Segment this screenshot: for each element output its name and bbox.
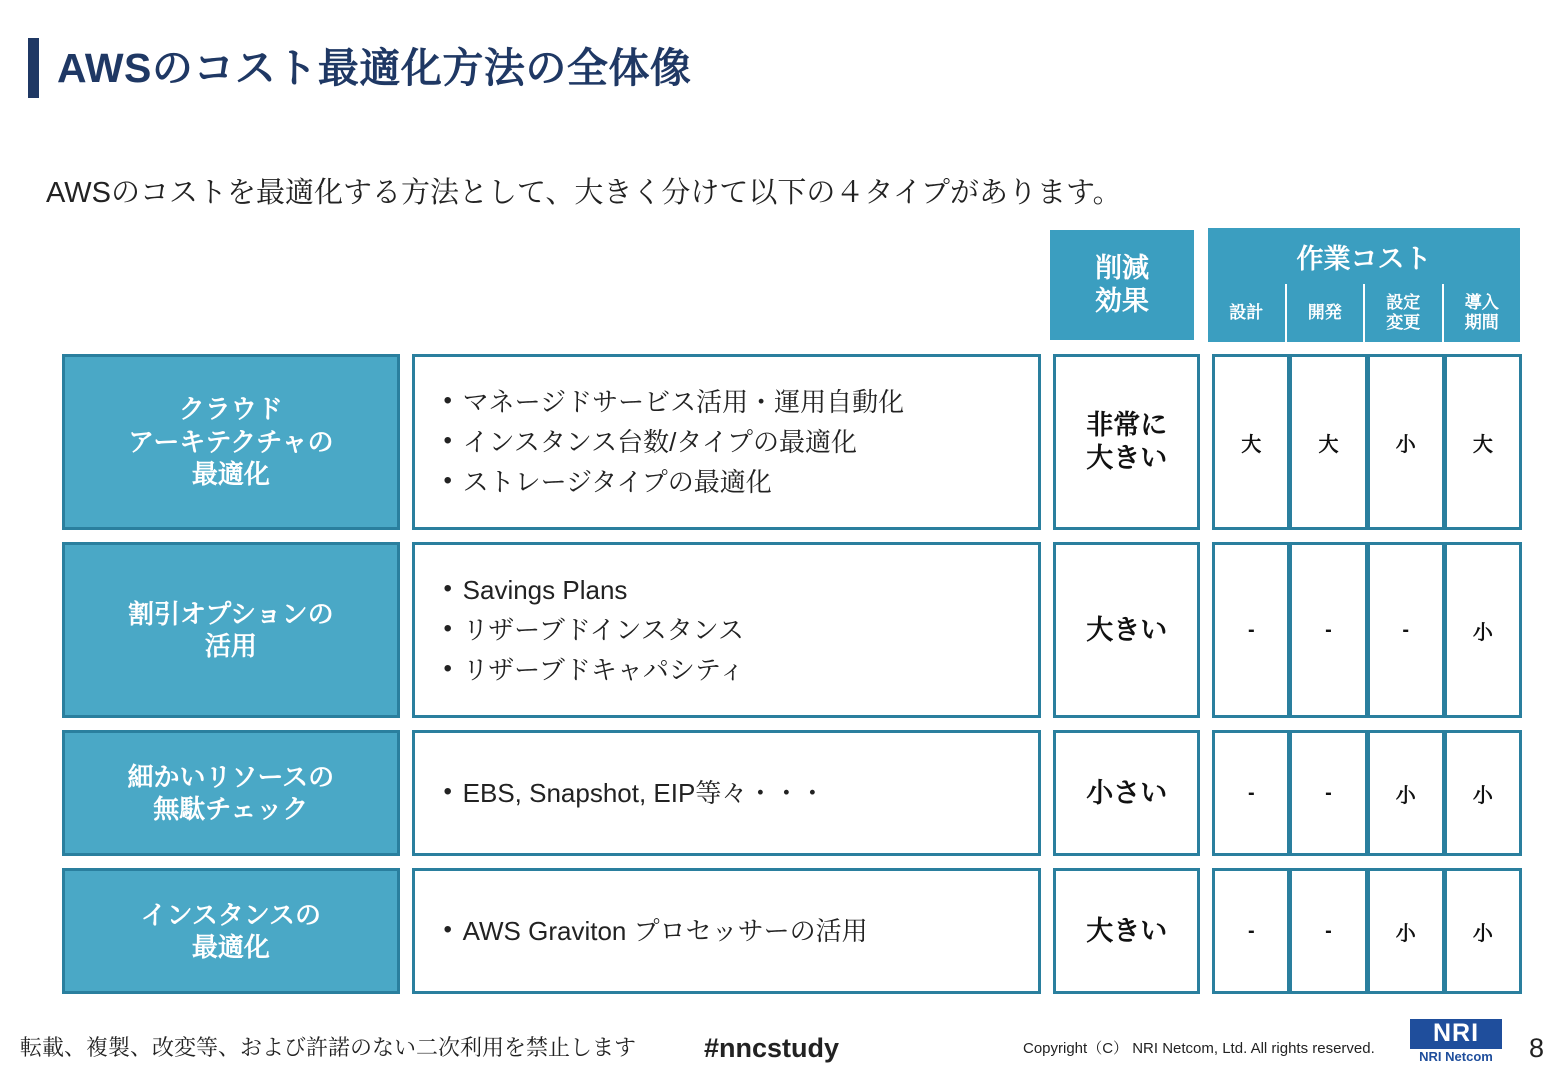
category-line: クラウド	[178, 394, 283, 425]
header-work-cost-group	[1208, 228, 1520, 342]
bullet-icon: •	[443, 386, 452, 414]
category-line: 最適化	[191, 932, 270, 962]
nri-netcom-logo	[1410, 1019, 1502, 1066]
table-row	[62, 542, 1522, 718]
list-item-label: リザーブドインスタンス	[462, 614, 744, 645]
category-line: 細かいリソースの	[127, 761, 335, 792]
header-work-cost-subcolumns	[1208, 284, 1520, 342]
table-row	[62, 868, 1522, 994]
list-item-label: インスタンス台数/タイプの最適化	[462, 426, 858, 457]
bullet-icon: •	[443, 426, 452, 454]
header-work-cost-title: 作業コスト	[1208, 228, 1520, 284]
list-item-label: ストレージタイプの最適化	[462, 467, 772, 498]
list-item	[415, 382, 1039, 422]
header-subcolumn-lead-time-line2: 期間	[1464, 313, 1499, 332]
category-line: 割引オプションの	[127, 598, 334, 629]
header-reduction-effect-line1: 削減	[1095, 253, 1149, 284]
category-line: アーキテクチャの	[128, 426, 334, 457]
lead-sentence: AWSのコストを最適化する方法として、大きく分けて以下の４タイプがあります。	[46, 177, 1122, 209]
work-cell-development: -	[1290, 542, 1367, 718]
list-item	[415, 650, 1039, 690]
header-subcolumn-config-change-line2: 変更	[1386, 313, 1421, 332]
work-cell-design: -	[1212, 542, 1290, 718]
effect-cell	[1053, 542, 1200, 718]
bullet-icon: •	[443, 915, 452, 943]
footer-copyright: Copyright（C） NRI Netcom, Ltd. All rights reserved.	[1023, 1040, 1375, 1057]
effect-line: 小さい	[1086, 777, 1168, 808]
items-cell	[412, 868, 1042, 994]
effect-line: 非常に	[1086, 410, 1168, 441]
effect-cell	[1053, 868, 1200, 994]
items-cell	[412, 542, 1042, 718]
bullet-icon: •	[443, 655, 452, 683]
work-cost-cells	[1212, 868, 1522, 994]
work-cell-config-change: 小	[1368, 868, 1445, 994]
work-cell-development: -	[1290, 868, 1367, 994]
header-subcolumn-design-line1: 設計	[1229, 302, 1264, 322]
title-text: AWSのコスト最適化方法の全体像	[57, 44, 692, 91]
category-cell-fine-resource-check	[62, 730, 400, 856]
header-subcolumn-design	[1208, 284, 1285, 342]
header-subcolumn-development-line1: 開発	[1307, 302, 1342, 322]
category-line: インスタンスの	[140, 899, 322, 930]
bullet-icon: •	[443, 777, 452, 805]
work-cell-lead-time: 大	[1445, 354, 1522, 530]
effect-cell	[1053, 730, 1200, 856]
effect-cell	[1053, 354, 1200, 530]
logo-main-text: NRI	[1410, 1019, 1502, 1050]
logo-sub-text: NRI Netcom	[1419, 1049, 1493, 1065]
list-item	[415, 610, 1039, 650]
effect-line: 大きい	[1086, 915, 1168, 946]
list-item	[415, 773, 1039, 813]
work-cell-development: 大	[1290, 354, 1367, 530]
category-line: 最適化	[191, 459, 270, 490]
header-subcolumn-config-change	[1363, 284, 1442, 342]
items-cell	[412, 354, 1042, 530]
list-item	[415, 911, 1039, 951]
list-item-label: AWS Graviton プロセッサーの活用	[462, 915, 868, 946]
list-item-label: マネージドサービス活用・運用自動化	[462, 386, 905, 417]
category-line: 活用	[204, 631, 257, 661]
bullet-icon: •	[443, 467, 452, 495]
effect-line: 大きい	[1086, 443, 1168, 473]
work-cost-cells	[1212, 542, 1522, 718]
work-cell-lead-time: 小	[1445, 868, 1522, 994]
bullet-icon: •	[443, 574, 452, 602]
table-row	[62, 354, 1522, 530]
work-cell-config-change: 小	[1368, 354, 1445, 530]
list-item-label: EBS, Snapshot, EIP等々・・・	[462, 777, 826, 808]
work-cell-lead-time: 小	[1445, 542, 1522, 718]
footer-notice: 転載、複製、改変等、および許諾のない二次利用を禁止します	[20, 1035, 637, 1060]
work-cell-design: 大	[1212, 354, 1290, 530]
work-cell-design: -	[1212, 868, 1290, 994]
list-item	[415, 462, 1039, 502]
work-cost-cells	[1212, 354, 1522, 530]
table-row	[62, 730, 1522, 856]
items-cell	[412, 730, 1042, 856]
list-item	[415, 570, 1039, 610]
category-cell-discount-options	[62, 542, 400, 718]
work-cell-development: -	[1290, 730, 1367, 856]
list-item	[415, 422, 1039, 462]
work-cell-config-change: -	[1368, 542, 1445, 718]
category-cell-instance-optimization	[62, 868, 400, 994]
list-item-label: Savings Plans	[462, 574, 628, 605]
header-subcolumn-lead-time	[1442, 284, 1521, 342]
footer-hashtag: #nncstudy	[704, 1033, 840, 1063]
list-item-label: リザーブドキャパシティ	[462, 655, 745, 686]
bullet-icon: •	[443, 614, 452, 642]
cost-optimization-matrix	[62, 228, 1522, 994]
header-subcolumn-development	[1285, 284, 1364, 342]
work-cell-lead-time: 小	[1445, 730, 1522, 856]
matrix-header	[1048, 228, 1522, 342]
header-subcolumn-lead-time-line1: 導入	[1464, 292, 1499, 312]
work-cell-design: -	[1212, 730, 1290, 856]
work-cost-cells	[1212, 730, 1522, 856]
category-cell-cloud-architecture	[62, 354, 400, 530]
header-reduction-effect	[1048, 228, 1196, 342]
page-number: 8	[1528, 1033, 1544, 1063]
work-cell-config-change: 小	[1368, 730, 1445, 856]
header-subcolumn-config-change-line1: 設定	[1386, 292, 1421, 312]
header-reduction-effect-line2: 効果	[1095, 286, 1149, 316]
effect-line: 大きい	[1086, 614, 1168, 645]
category-line: 無駄チェック	[153, 794, 309, 824]
title-accent-bar	[28, 38, 39, 98]
page-title	[28, 38, 691, 98]
